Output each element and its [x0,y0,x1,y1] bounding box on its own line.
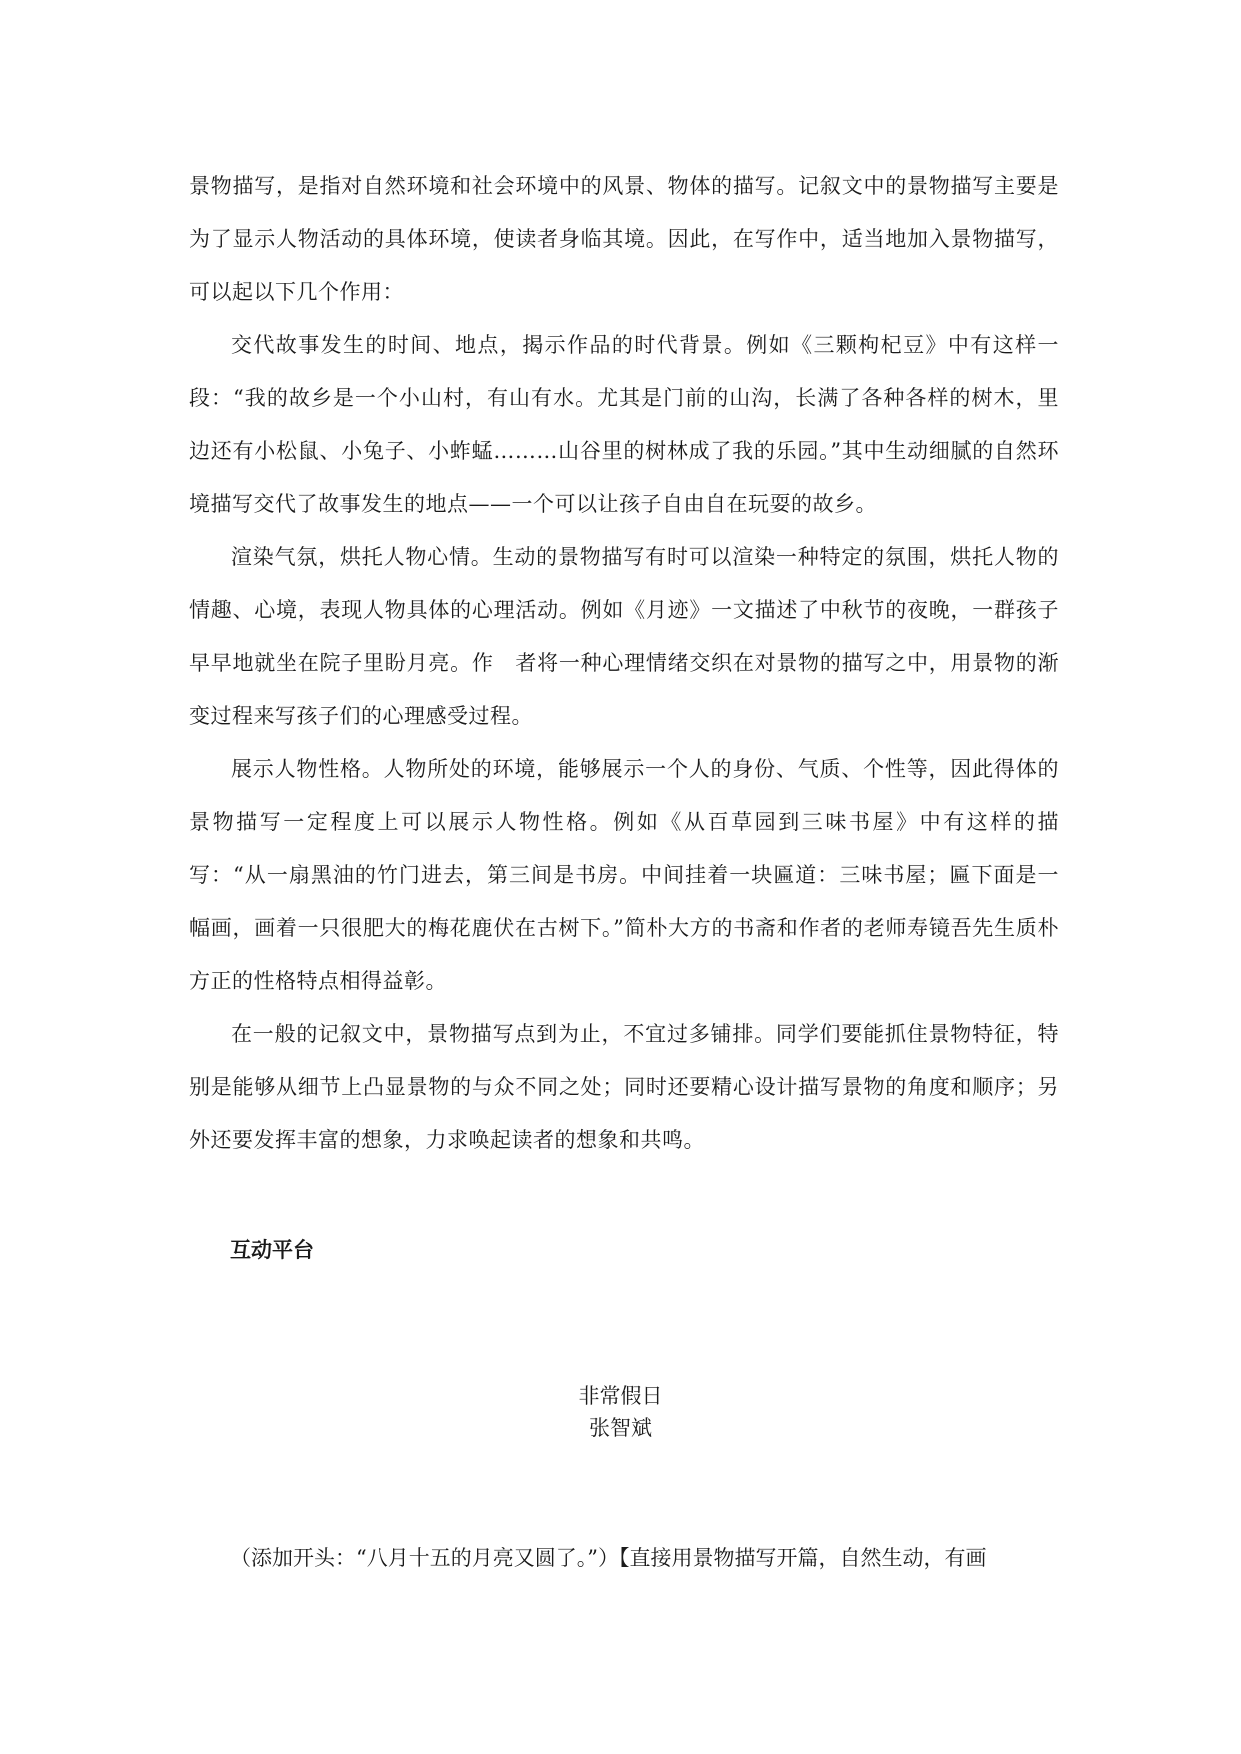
paragraph-time-place: 交代故事发生的时间、地点，揭示作品的时代背景。例如《三颗枸杞豆》中有这样一段：“我的故乡是一个小山村，有山有水。尤其是门前的山沟，长满了各种各样的树木，里边还有小松鼠、小兔子、小蚱蜢………山谷里的树林成了我的乐园。”其中生动细腻的自然环境描写交代了故事发生的地点——一个可以让孩子自由自在玩耍的故乡。 [189,333,1059,516]
body-text [189,160,1059,1167]
paragraph-advice: 在一般的记叙文中，景物描写点到为止，不宜过多铺排。同学们要能抓住景物特征，特别是能够从细节上凸显景物的与众不同之处；同时还要精心设计描写景物的角度和顺序；另外还要发挥丰富的想象，力求唤起读者的想象和共鸣。 [189,1022,1059,1152]
essay-first-line: （添加开头：“八月十五的月亮又圆了。”）【直接用景物描写开篇，自然生动，有画 [230,1546,987,1570]
paragraph-intro: 景物描写，是指对自然环境和社会环境中的风景、物体的描写。记叙文中的景物描写主要是为了显示人物活动的具体环境，使读者身临其境。因此，在写作中，适当地加入景物描写，可以起以下几个作用： [189,174,1059,304]
essay-title: 非常假日 [578,1384,663,1408]
essay-author: 张智斌 [589,1416,652,1440]
paragraph-atmosphere: 渲染气氛，烘托人物心情。生动的景物描写有时可以渲染一种特定的氛围，烘托人物的情趣、心境，表现人物具体的心理活动。例如《月迹》一文描述了中秋节的夜晚，一群孩子早早地就坐在院子里盼月亮。作 者将一种心理情绪交织在对景物的描写之中，用景物的渐变过程来写孩子们的心理感受过程。 [189,545,1059,728]
section-heading: 互动平台 [230,1237,314,1262]
paragraph-character: 展示人物性格。人物所处的环境，能够展示一个人的身份、气质、个性等，因此得体的景物描写一定程度上可以展示人物性格。例如《从百草园到三味书屋》中有这样的描写：“从一扇黑油的竹门进去，第三间是书房。中间挂着一块匾道：三味书屋；匾下面是一幅画，画着一只很肥大的梅花鹿伏在古树下。”简朴大方的书斋和作者的老师寿镜吾先生质朴方正的性格特点相得益彰。 [189,757,1059,993]
